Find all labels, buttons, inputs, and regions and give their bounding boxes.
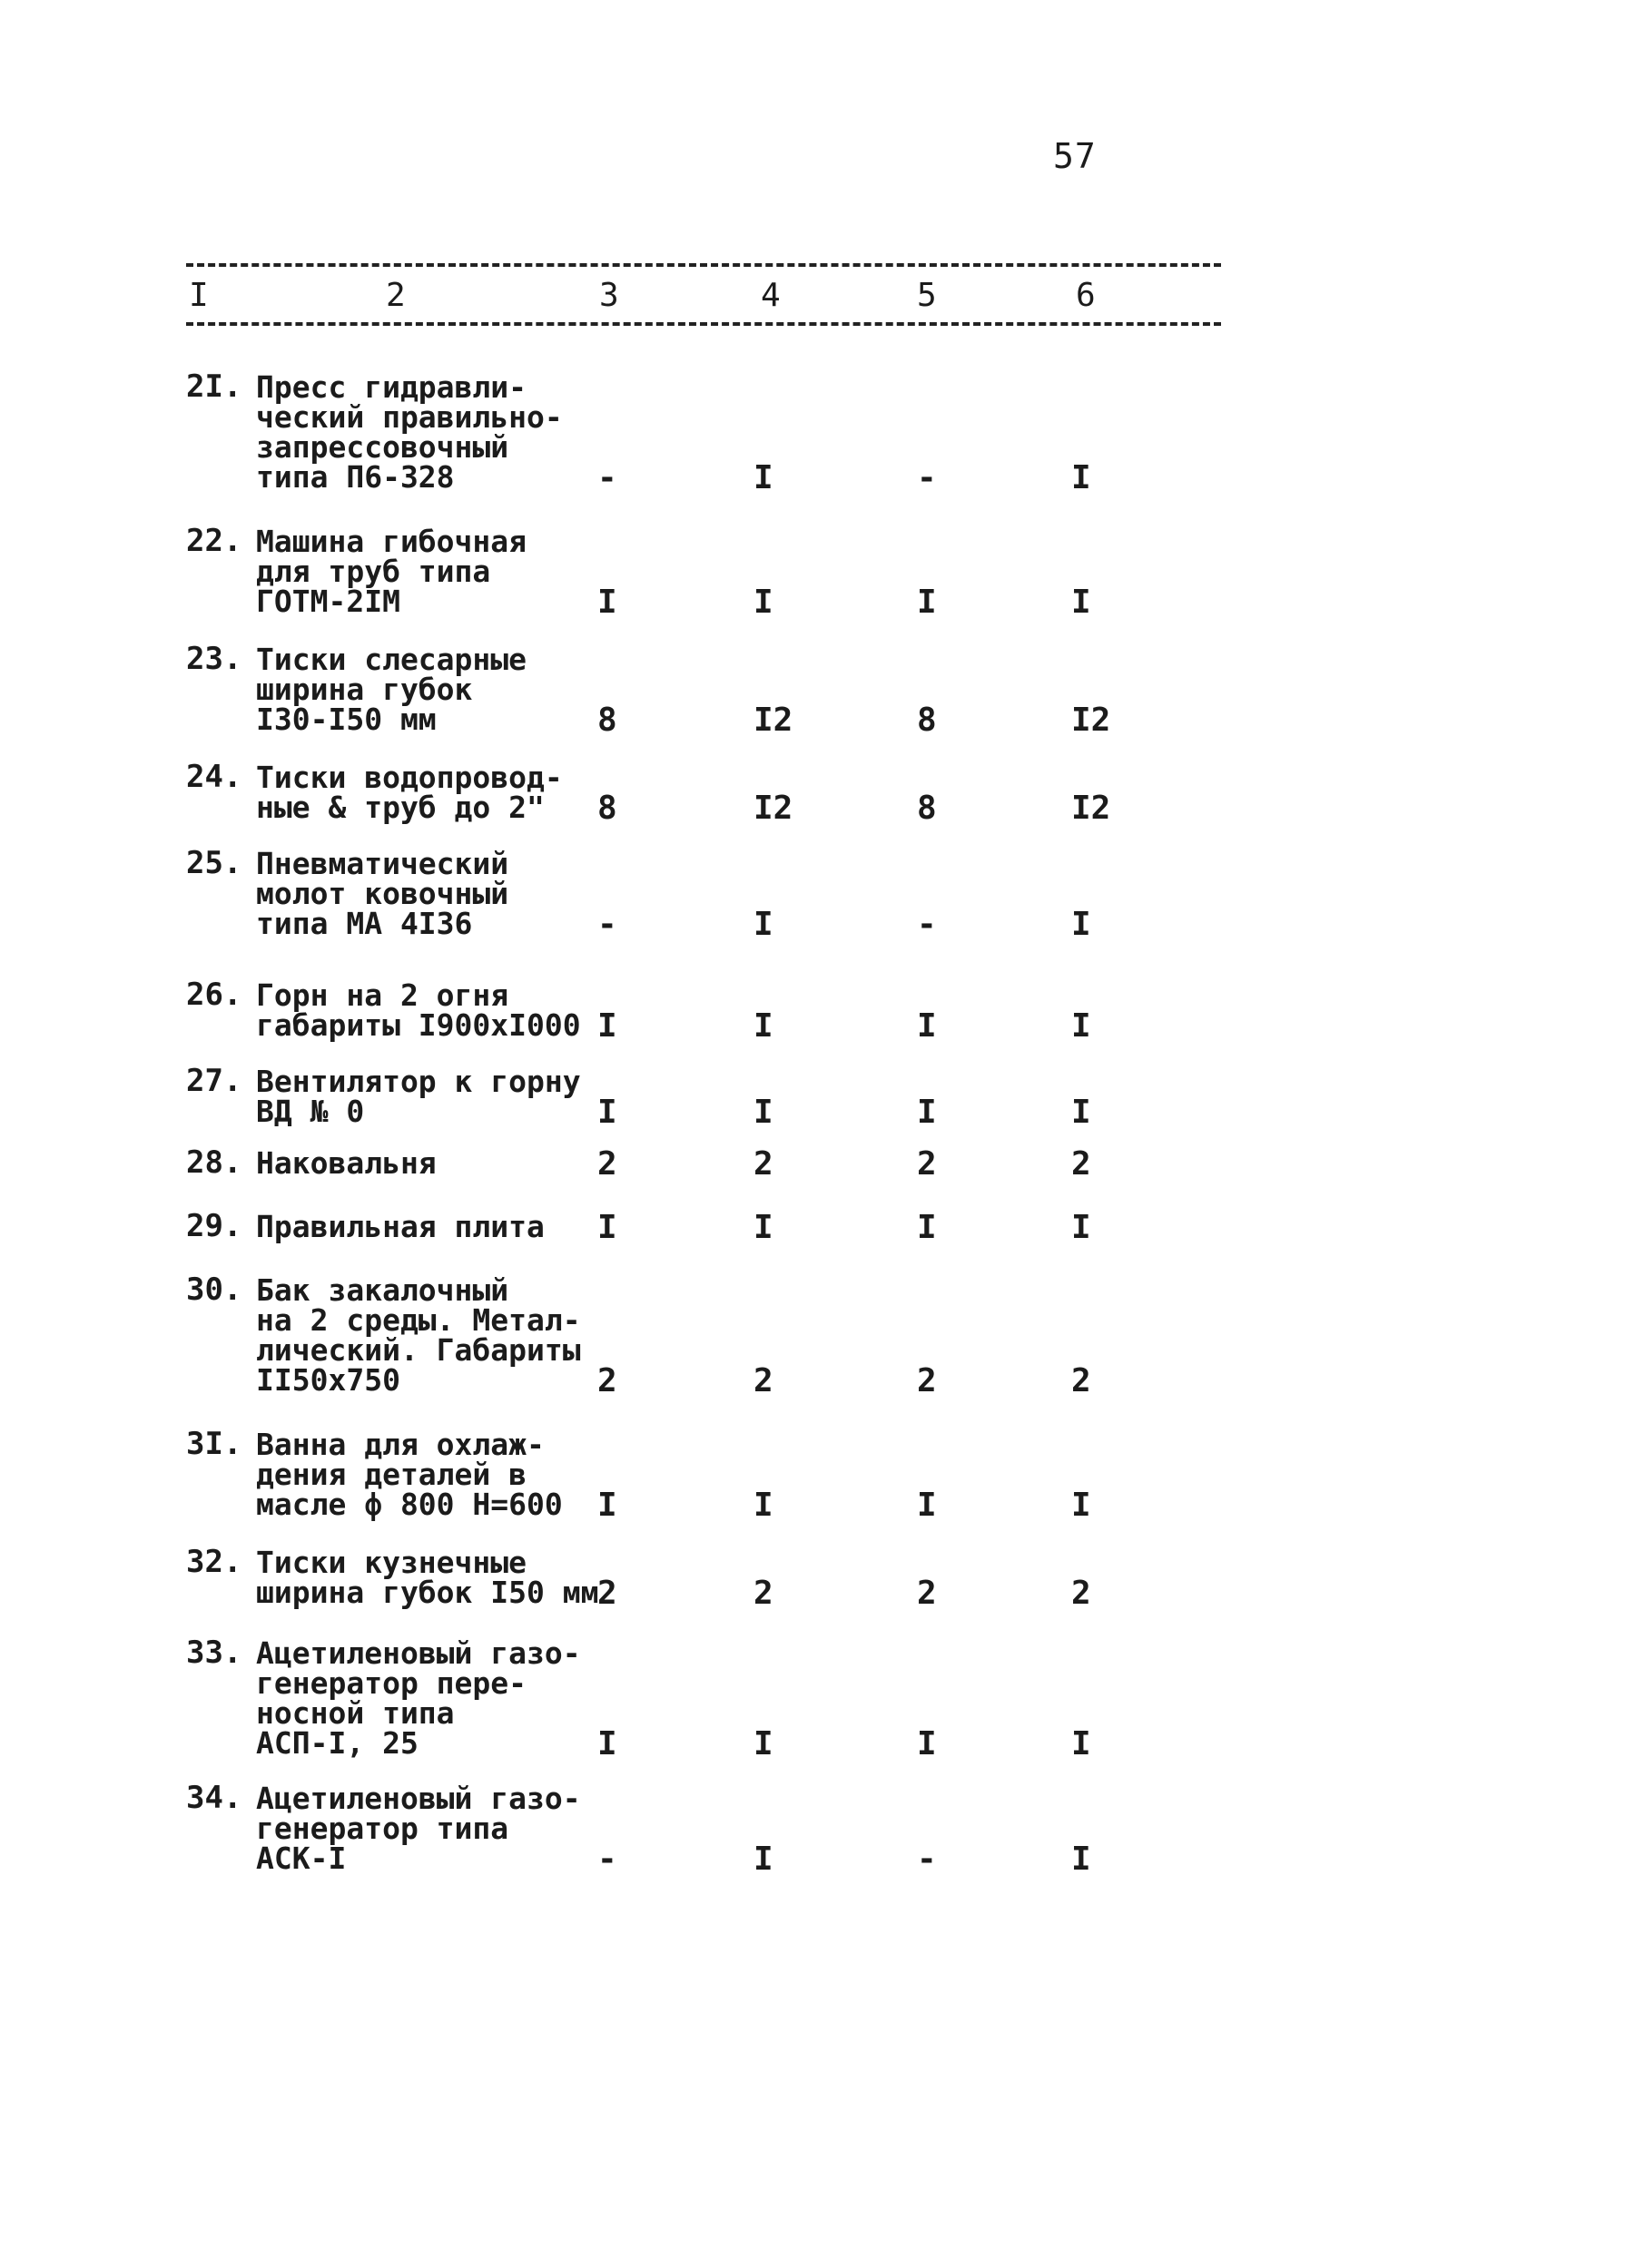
row-name-line: Правильная плита xyxy=(256,1209,545,1244)
column-header-6: 6 xyxy=(1076,277,1096,314)
row-name-line: Ацетиленовый газо- xyxy=(256,1635,581,1671)
cell-col-5: I xyxy=(917,1725,937,1762)
row-number: 22. xyxy=(186,523,242,559)
row-number: 30. xyxy=(186,1271,242,1308)
column-header-3: 3 xyxy=(599,277,619,314)
row-number: 27. xyxy=(186,1063,242,1099)
cell-col-6: I xyxy=(1071,584,1091,621)
cell-col-4: 2 xyxy=(754,1145,773,1183)
cell-col-6: I xyxy=(1071,1209,1091,1246)
cell-col-4: I2 xyxy=(754,702,793,739)
cell-col-4: I xyxy=(754,1487,773,1524)
cell-col-5: 2 xyxy=(917,1362,937,1399)
page-number: 57 xyxy=(1053,136,1097,176)
cell-col-3: - xyxy=(597,459,617,496)
cell-col-5: - xyxy=(917,1841,937,1878)
row-number: 25. xyxy=(186,845,242,881)
cell-col-6: I2 xyxy=(1071,790,1111,827)
row-name-line: АСК-I xyxy=(256,1841,347,1876)
row-name-line: Ацетиленовый газо- xyxy=(256,1781,581,1816)
cell-col-4: I xyxy=(754,906,773,943)
cell-col-6: 2 xyxy=(1071,1362,1091,1399)
row-name-line: лический. Габариты xyxy=(256,1332,581,1368)
row-equipment-name xyxy=(256,369,610,495)
row-number: 23. xyxy=(186,641,242,677)
row-name-line: дения деталей в xyxy=(256,1457,527,1492)
cell-col-5: 8 xyxy=(917,790,937,827)
row-name-line: запрессовочный xyxy=(256,429,509,465)
row-name-line: Горн на 2 огня xyxy=(256,977,509,1013)
cell-col-4: I xyxy=(754,1841,773,1878)
row-number: 2I. xyxy=(186,368,242,405)
row-name-line: ные & труб до 2" xyxy=(256,790,545,825)
row-number: 32. xyxy=(186,1544,242,1580)
row-equipment-name xyxy=(256,1209,610,1244)
row-name-line: масле ф 800 Н=600 xyxy=(256,1487,563,1522)
cell-col-3: I xyxy=(597,1209,617,1246)
row-number: 29. xyxy=(186,1208,242,1244)
row-name-line: I30-I50 мм xyxy=(256,702,437,737)
row-name-line: генератор пере- xyxy=(256,1665,527,1701)
row-name-line: генератор типа xyxy=(256,1811,509,1846)
cell-col-6: I xyxy=(1071,1094,1091,1131)
row-equipment-name xyxy=(256,642,610,737)
cell-col-3: 2 xyxy=(597,1362,617,1399)
row-name-line: Машина гибочная xyxy=(256,524,527,559)
cell-col-3: I xyxy=(597,1725,617,1762)
cell-col-5: 2 xyxy=(917,1145,937,1183)
row-name-line: АСП-I, 25 xyxy=(256,1725,419,1761)
row-equipment-name xyxy=(256,1064,610,1129)
row-equipment-name xyxy=(256,846,610,941)
row-name-line: ВД № 0 xyxy=(256,1094,365,1129)
row-equipment-name xyxy=(256,1545,610,1610)
row-name-line: носной типа xyxy=(256,1695,455,1731)
row-name-line: Бак закалочный xyxy=(256,1272,509,1308)
row-number: 24. xyxy=(186,759,242,795)
cell-col-6: I xyxy=(1071,1725,1091,1762)
row-equipment-name xyxy=(256,1781,610,1876)
cell-col-4: I xyxy=(754,1725,773,1762)
row-name-line: ческий правильно- xyxy=(256,399,563,435)
cell-col-5: I xyxy=(917,1094,937,1131)
cell-col-6: I xyxy=(1071,1007,1091,1045)
cell-col-3: I xyxy=(597,1007,617,1045)
row-number: 3I. xyxy=(186,1426,242,1462)
row-equipment-name xyxy=(256,977,610,1043)
cell-col-5: I xyxy=(917,1487,937,1524)
cell-col-4: 2 xyxy=(754,1362,773,1399)
column-header-5: 5 xyxy=(917,277,937,314)
row-name-line: молот ковочный xyxy=(256,876,509,911)
row-name-line: Пресс гидравли- xyxy=(256,369,527,405)
cell-col-4: 2 xyxy=(754,1575,773,1612)
row-equipment-name xyxy=(256,1272,610,1398)
row-name-line: типа МА 4I36 xyxy=(256,906,473,941)
column-header-1: I xyxy=(189,277,209,314)
row-name-line: ширина губок I50 мм xyxy=(256,1575,599,1610)
row-name-line: Тиски водопровод- xyxy=(256,760,563,795)
cell-col-5: 8 xyxy=(917,702,937,739)
cell-col-6: 2 xyxy=(1071,1575,1091,1612)
cell-col-6: I xyxy=(1071,1487,1091,1524)
row-name-line: для труб типа xyxy=(256,554,491,589)
row-equipment-name xyxy=(256,1635,610,1761)
header-rule-bottom xyxy=(186,322,1221,326)
cell-col-3: I xyxy=(597,584,617,621)
row-name-line: Наковальня xyxy=(256,1145,437,1181)
cell-col-4: I xyxy=(754,584,773,621)
row-name-line: ГОТМ-2IМ xyxy=(256,584,400,619)
row-equipment-name xyxy=(256,760,610,825)
header-rule-top xyxy=(186,263,1221,267)
cell-col-4: I xyxy=(754,1094,773,1131)
row-number: 34. xyxy=(186,1780,242,1816)
cell-col-3: 2 xyxy=(597,1575,617,1612)
cell-col-3: - xyxy=(597,906,617,943)
cell-col-3: - xyxy=(597,1841,617,1878)
cell-col-4: I xyxy=(754,1007,773,1045)
cell-col-6: I xyxy=(1071,459,1091,496)
row-name-line: ширина губок xyxy=(256,672,473,707)
cell-col-3: I xyxy=(597,1487,617,1524)
cell-col-4: I xyxy=(754,459,773,496)
row-name-line: Тиски кузнечные xyxy=(256,1545,527,1580)
row-name-line: Вентилятор к горну xyxy=(256,1064,581,1099)
row-number: 33. xyxy=(186,1635,242,1671)
column-header-4: 4 xyxy=(761,277,781,314)
row-equipment-name xyxy=(256,1145,610,1181)
cell-col-6: I xyxy=(1071,906,1091,943)
cell-col-6: I2 xyxy=(1071,702,1111,739)
cell-col-5: I xyxy=(917,1007,937,1045)
row-name-line: Тиски слесарные xyxy=(256,642,527,677)
row-number: 26. xyxy=(186,977,242,1013)
row-name-line: габариты I900xI000 xyxy=(256,1007,581,1043)
column-header-2: 2 xyxy=(386,277,406,314)
row-name-line: Ванна для охлаж- xyxy=(256,1427,545,1462)
cell-col-5: I xyxy=(917,584,937,621)
cell-col-3: I xyxy=(597,1094,617,1131)
cell-col-4: I xyxy=(754,1209,773,1246)
row-equipment-name xyxy=(256,1427,610,1522)
row-name-line: II50x750 xyxy=(256,1362,400,1398)
row-name-line: на 2 среды. Метал- xyxy=(256,1302,581,1338)
row-name-line: Пневматический xyxy=(256,846,509,881)
cell-col-3: 8 xyxy=(597,790,617,827)
row-number: 28. xyxy=(186,1144,242,1181)
cell-col-5: I xyxy=(917,1209,937,1246)
cell-col-5: - xyxy=(917,906,937,943)
cell-col-6: 2 xyxy=(1071,1145,1091,1183)
cell-col-5: - xyxy=(917,459,937,496)
cell-col-3: 8 xyxy=(597,702,617,739)
row-name-line: типа П6-328 xyxy=(256,459,455,495)
row-equipment-name xyxy=(256,524,610,619)
cell-col-4: I2 xyxy=(754,790,793,827)
cell-col-3: 2 xyxy=(597,1145,617,1183)
cell-col-5: 2 xyxy=(917,1575,937,1612)
cell-col-6: I xyxy=(1071,1841,1091,1878)
